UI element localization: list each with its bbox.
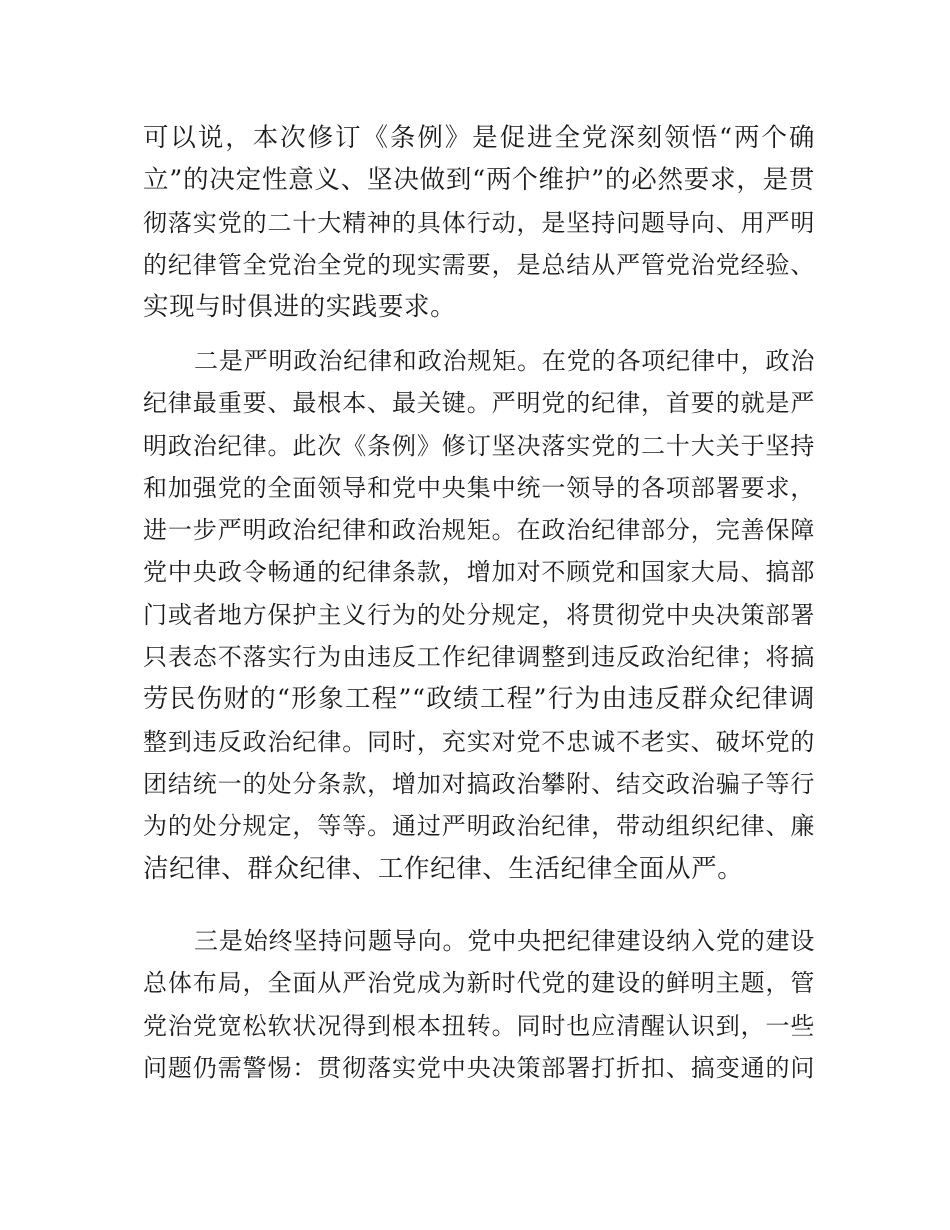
paragraph-2 xyxy=(143,340,815,890)
paragraph-line: 和加强党的全面领导和党中央集中统一领导的各项部署要求， xyxy=(143,473,815,502)
paragraph-line: 团结统一的处分条款，增加对搞政治攀附、结交政治骗子等行 xyxy=(143,769,815,798)
paragraph-line: 总体布局，全面从严治党成为新时代党的建设的鲜明主题，管 xyxy=(143,969,815,998)
paragraph-line: 党中央政令畅通的纪律条款，增加对不顾党和国家大局、搞部 xyxy=(143,558,815,587)
paragraph-line: 明政治纪律。此次《条例》修订坚决落实党的二十大关于坚持 xyxy=(143,431,815,460)
paragraph-line: 三是始终坚持问题导向。党中央把纪律建设纳入党的建设 xyxy=(194,927,815,955)
paragraph-line: 问题仍需警惕：贯彻落实党中央决策部署打折扣、搞变通的问 xyxy=(143,1053,815,1082)
paragraph-line: 可以说，本次修订《条例》是促进全党深刻领悟“两个确 xyxy=(143,123,815,153)
paragraph-line: 实现与时俱进的实践要求。 xyxy=(143,292,457,323)
paragraph-line: 为的处分规定，等等。通过严明政治纪律，带动组织纪律、廉 xyxy=(143,812,815,841)
paragraph-line: 纪律最重要、最根本、最关键。严明党的纪律，首要的就是严 xyxy=(143,389,815,418)
paragraph-line: 整到违反政治纪律。同时，充实对党不忠诚不老实、破坏党的 xyxy=(143,727,815,756)
paragraph-3 xyxy=(143,920,815,1089)
paragraph-line: 洁纪律、群众纪律、工作纪律、生活纪律全面从严。 xyxy=(143,853,744,884)
paragraph-line: 劳民伤财的“形象工程”“政绩工程”行为由违反群众纪律调 xyxy=(143,684,815,715)
paragraph-1 xyxy=(143,117,815,328)
paragraph-line: 党治党宽松软状况得到根本扭转。同时也应清醒认识到，一些 xyxy=(143,1011,815,1040)
paragraph-line: 只表态不落实行为由违反工作纪律调整到违反政治纪律；将搞 xyxy=(143,643,815,672)
paragraph-line: 彻落实党的二十大精神的具体行动，是坚持问题导向、用严明 xyxy=(143,208,815,237)
paragraph-line: 的纪律管全党治全党的现实需要，是总结从严管党治党经验、 xyxy=(143,250,815,279)
paragraph-line: 立”的决定性意义、坚决做到“两个维护”的必然要求，是贯 xyxy=(143,165,815,196)
paragraph-line: 进一步严明政治纪律和政治规矩。在政治纪律部分，完善保障 xyxy=(143,516,815,545)
paragraph-line: 门或者地方保护主义行为的处分规定，将贯彻党中央决策部署 xyxy=(143,600,815,629)
paragraph-line: 二是严明政治纪律和政治规矩。在党的各项纪律中，政治 xyxy=(194,347,815,375)
